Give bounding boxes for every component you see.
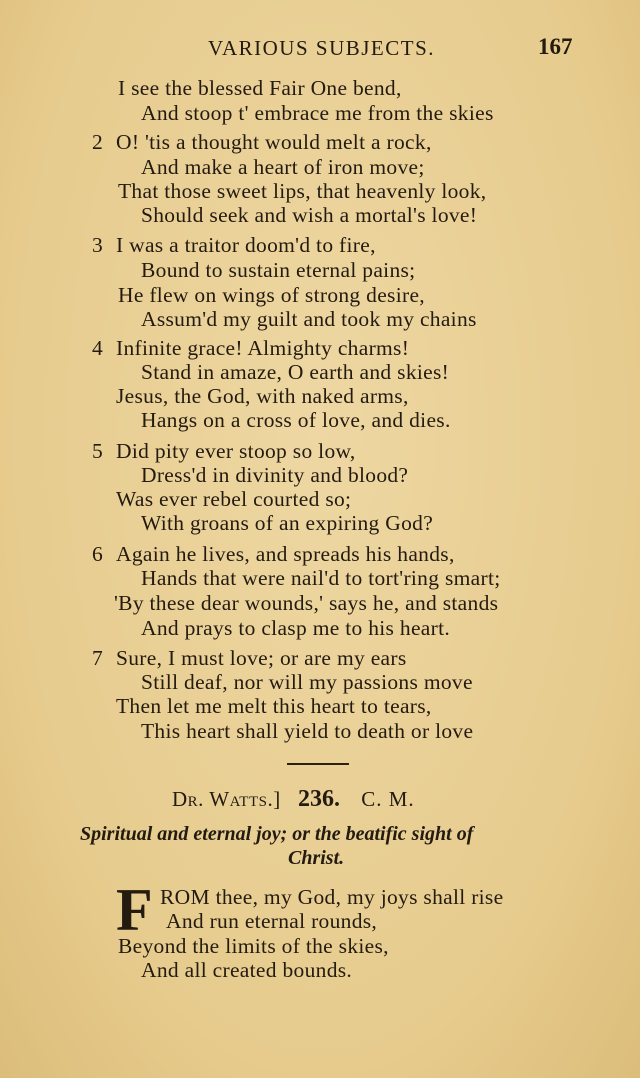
verse-line: Again he lives, and spreads his hands, [116, 542, 455, 566]
verse-line: That those sweet lips, that heavenly look, [118, 179, 487, 203]
verse-line: Beyond the limits of the skies, [118, 934, 389, 958]
hymn-number: 236. [297, 786, 340, 812]
hymn-heading [172, 786, 415, 813]
verse-line: With groans of an expiring God? [141, 511, 434, 535]
verse-line: I was a traitor doom'd to fire, [116, 233, 376, 257]
page-number: 167 [538, 34, 573, 59]
verse-line: Infinite grace! Almighty charms! [116, 336, 410, 360]
hymn-meter: C. M. [361, 787, 415, 811]
verse-line: Hangs on a cross of love, and dies. [141, 408, 451, 432]
verse-line: I see the blessed Fair One bend, [118, 76, 402, 100]
verse-line: And all created bounds. [141, 958, 353, 982]
verse-line: 'By these dear wounds,' says he, and stands [114, 591, 499, 615]
verse-line: Hands that were nail'd to tort'ring smart; [141, 566, 501, 590]
verse-line: Jesus, the God, with naked arms, [116, 384, 409, 408]
verse-line: Stand in amaze, O earth and skies! [141, 360, 450, 384]
verse-line: Still deaf, nor will my passions move [141, 670, 473, 694]
verse-line-first [160, 885, 503, 910]
first-line-tail: thee, my God, my joys shall rise [209, 885, 504, 909]
verse-line: Sure, I must love; or are my ears [116, 646, 407, 670]
verse-line: This heart shall yield to death or love [141, 719, 474, 743]
verse-line: Dress'd in divinity and blood? [141, 463, 409, 487]
stanza-number: 2 [92, 130, 103, 154]
verse-line: Was ever rebel courted so; [116, 487, 352, 511]
stanza-number: 6 [92, 542, 103, 566]
stanza-number: 4 [92, 336, 103, 360]
verse-line: He flew on wings of strong desire, [118, 283, 425, 307]
verse-line: Then let me melt this heart to tears, [116, 694, 432, 718]
verse-line: And prays to clasp me to his heart. [141, 616, 451, 640]
hymn-subtitle-cont: Christ. [288, 847, 345, 869]
hymn-author: Dr. Watts.] [172, 787, 281, 811]
verse-line: And run eternal rounds, [166, 909, 378, 933]
verse-line: O! 'tis a thought would melt a rock, [116, 130, 432, 154]
hymn-subtitle: Spiritual and eternal joy; or the beatific sight of [80, 823, 474, 845]
verse-line: Did pity ever stoop so low, [116, 439, 356, 463]
stanza-number: 7 [92, 646, 103, 670]
drop-cap: F [116, 877, 153, 943]
running-head: VARIOUS SUBJECTS. [208, 36, 435, 60]
verse-line: And make a heart of iron move; [141, 155, 425, 179]
first-word-rest: ROM [160, 885, 210, 909]
verse-line: Bound to sustain eternal pains; [141, 258, 416, 282]
verse-line: And stoop t' embrace me from the skies [141, 101, 494, 125]
stanza-number: 5 [92, 439, 103, 463]
hymn-divider [287, 763, 349, 765]
page-header [0, 34, 640, 64]
verse-line: Assum'd my guilt and took my chains [141, 307, 477, 331]
verse-line: Should seek and wish a mortal's love! [141, 203, 478, 227]
stanza-number: 3 [92, 233, 103, 257]
